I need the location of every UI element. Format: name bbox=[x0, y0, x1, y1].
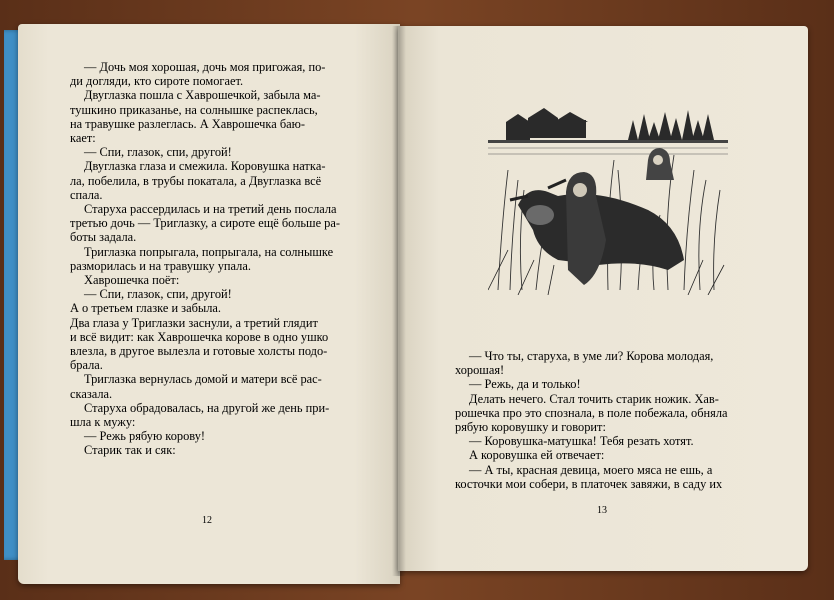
text-line: Двуглазка глаза и смежила. Коровушка наткa- bbox=[84, 159, 326, 174]
text-line: рошечка про это спознала, в поле побежала, обняла bbox=[455, 405, 728, 420]
text-line: — А ты, красная девица, моего мяса не ешь, а bbox=[469, 462, 713, 477]
page-number-left: 12 bbox=[202, 515, 212, 526]
text-line: сказала. bbox=[70, 386, 113, 401]
text-line: третью дочь — Триглазку, а сироте ещё больше ра- bbox=[70, 216, 341, 231]
text-line: Двуглазка пошла с Хаврошечкой, забыла ма- bbox=[84, 88, 321, 103]
text-line: — Режь, да и только! bbox=[469, 377, 581, 392]
cow-and-girls-illustration bbox=[488, 100, 728, 295]
text-line: Старуха обрадовалась, на другой же день при- bbox=[84, 400, 330, 415]
text-line: Хаврошечка поёт: bbox=[84, 273, 180, 288]
text-line: спала. bbox=[70, 187, 103, 202]
text-line: Триглазка вернулась домой и матери всё рас- bbox=[84, 372, 322, 387]
text-line: косточки мои собери, в платочек завяжи, в саду их bbox=[455, 476, 723, 491]
text-line: ла, побелила, в трубы покатала, а Двуглазка всё bbox=[70, 173, 322, 188]
book-gutter bbox=[392, 26, 406, 576]
text-line: и всё видит: как Хаврошечка корове в одно ушко bbox=[70, 329, 329, 344]
text-line: — Коровушка-матушка! Тебя резать хотят. bbox=[469, 434, 694, 449]
text-line: шла к мужу: bbox=[70, 415, 136, 430]
text-line: — Спи, глазок, спи, другой! bbox=[84, 145, 232, 160]
page-number-right: 13 bbox=[597, 505, 607, 516]
text-line: брала. bbox=[70, 358, 103, 373]
text-line: на травушке разлеглась. А Хаврошечка баю- bbox=[70, 116, 306, 131]
text-line: Два глаза у Триглазки заснули, а третий глядит bbox=[70, 315, 318, 330]
text-line: ди догляди, кто сироте помогает. bbox=[70, 74, 244, 89]
right-page-text bbox=[455, 349, 755, 491]
text-line: А о третьем глазке и забыла. bbox=[70, 301, 221, 316]
text-line: — Дочь моя хорошая, дочь моя пригожая, по- bbox=[84, 60, 326, 74]
text-line: Триглазка попрыгала, попрыгала, на солнышке bbox=[84, 244, 334, 259]
text-line: тушкино приказанье, на солнышке распеклась, bbox=[70, 102, 318, 117]
text-line: хорошая! bbox=[455, 363, 505, 378]
text-line: Старуха рассердилась и на третий день послала bbox=[84, 202, 337, 217]
text-line: — Что ты, старуха, в уме ли? Корова молодая, bbox=[469, 349, 714, 363]
text-line: кает: bbox=[70, 131, 96, 146]
text-line: рябую коровушку и говорит: bbox=[455, 420, 606, 435]
text-line: Делать нечего. Стал точить старик ножик. Хав- bbox=[469, 391, 719, 406]
text-line: влезла, в другое вылезла и готовые холсты подо- bbox=[70, 344, 328, 359]
text-line: А коровушка ей отвечает: bbox=[469, 448, 605, 463]
text-line: — Спи, глазок, спи, другой! bbox=[84, 287, 232, 302]
left-page-text bbox=[70, 60, 370, 458]
text-line: Старик так и сяк: bbox=[84, 443, 176, 458]
text-line: — Режь рябую корову! bbox=[84, 429, 206, 444]
text-line: боты задала. bbox=[70, 230, 137, 245]
text-line: разморилась и на травушку упала. bbox=[70, 258, 251, 273]
